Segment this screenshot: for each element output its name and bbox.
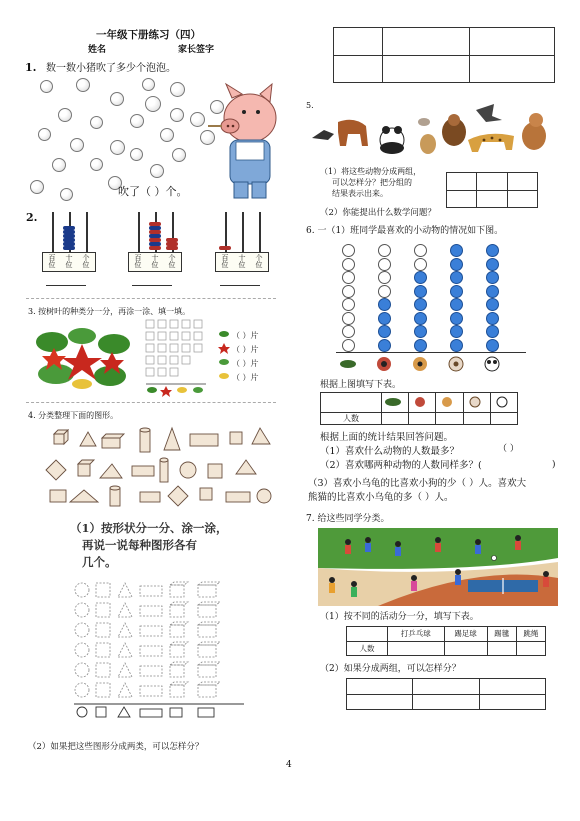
q7-prompt: 7. 给这些同学分类。 xyxy=(306,514,390,524)
page-number: 4 xyxy=(286,760,292,770)
monkey-icon xyxy=(464,396,486,408)
pictograph-circle xyxy=(414,271,427,284)
leaf-blank-1: （ ）片 xyxy=(232,331,259,340)
turtle-icon xyxy=(382,396,404,408)
q7-header-shuttlecock: 踢毽 xyxy=(487,627,516,642)
q1-answer: 吹了（ ）个。 xyxy=(118,185,188,198)
q5-sub1: （1）将这些动物分成两组， 可以怎样分？把分组的 结果表示出来。 xyxy=(320,167,422,198)
panda-icon xyxy=(491,396,513,408)
q5-group-table xyxy=(446,172,538,208)
q1-number: 1. xyxy=(25,61,37,74)
pictograph-circle xyxy=(414,285,427,298)
q6-answer-prompt: 根据上面的统计结果回答问题。 xyxy=(320,432,454,443)
pictograph-circle xyxy=(486,298,499,311)
q7-sub1: （1）按不同的活动分一分，填写下表。 xyxy=(320,612,479,622)
q4-sub1: （1）按形状分一分、涂一涂， 再说一说每种图形各有 几个。 xyxy=(70,521,228,569)
abacus-2: 百位 十位 个位 xyxy=(128,212,184,280)
pictograph-circle xyxy=(378,244,391,257)
pictograph-circle xyxy=(486,339,499,352)
pictograph-circle xyxy=(486,258,499,271)
pictograph-circle xyxy=(486,325,499,338)
pictograph-circle xyxy=(342,298,355,311)
pig-illustration xyxy=(208,82,288,202)
pictograph-circle xyxy=(378,271,391,284)
divider-1 xyxy=(26,298,276,299)
parent-sign-label: 家长签字 xyxy=(178,45,215,55)
q7-activity-table xyxy=(346,626,546,656)
pictograph-circle xyxy=(414,325,427,338)
pictograph-circle xyxy=(486,271,499,284)
q3-prompt: 3. 按树叶的种类分一分，再涂一涂、填一填。 xyxy=(28,307,191,316)
q7-header-pingpong: 打乒乓球 xyxy=(388,627,445,642)
pictograph-circle xyxy=(450,285,463,298)
pictograph-circle xyxy=(378,258,391,271)
cat-icon xyxy=(436,396,458,408)
pictograph-circle xyxy=(342,285,355,298)
q6-q2: （2）喜欢哪两种动物的人数同样多？( xyxy=(320,460,482,471)
divider-2 xyxy=(26,402,276,403)
q7-group-table xyxy=(346,678,546,710)
abacus-3: 百位 十位 个位 xyxy=(215,212,271,280)
q6-row-label: 人数 xyxy=(321,413,382,425)
pictograph xyxy=(336,240,526,376)
pictograph-circle xyxy=(486,312,499,325)
q4-sub2: （2）如果把这些图形分成两类，可以怎样分？ xyxy=(28,742,204,752)
pictograph-circle xyxy=(378,339,391,352)
shape-coloring-grid xyxy=(74,578,244,718)
q6-prompt: 6. 一（1）班同学最喜欢的小动物的情况如下图。 xyxy=(306,226,504,236)
worksheet-title: 一年级下册练习（四） xyxy=(96,29,201,41)
pictograph-circle xyxy=(342,325,355,338)
leaf-tally-grid xyxy=(144,318,214,398)
pictograph-circle xyxy=(342,244,355,257)
q2-number: 2. xyxy=(26,211,38,224)
q5-number: 5. xyxy=(306,101,314,110)
q7-sub2: （2）如果分成两组，可以怎样分？ xyxy=(320,664,461,674)
q7-header-blank xyxy=(347,627,388,642)
leaf-blank-4: （ ）片 xyxy=(232,373,259,382)
abacus-answer-line-2 xyxy=(132,285,172,286)
pictograph-circle xyxy=(450,298,463,311)
leaf-blank-2: （ ）片 xyxy=(232,345,259,354)
pictograph-circle xyxy=(414,244,427,257)
pictograph-circle xyxy=(450,258,463,271)
pictograph-circle xyxy=(414,339,427,352)
abacus-answer-line-1 xyxy=(46,285,86,286)
q7-header-jumprope: 跳绳 xyxy=(516,627,545,642)
pictograph-circle xyxy=(378,312,391,325)
abacus-answer-line-3 xyxy=(220,285,260,286)
q6-q2-close: ) xyxy=(552,460,556,470)
abacus-1: 百位 十位 个位 xyxy=(42,212,98,280)
students-playing-illustration xyxy=(318,528,558,606)
pictograph-circle xyxy=(414,258,427,271)
mixed-shapes-illustration xyxy=(40,424,280,512)
q6-q3-line2: 熊猫的比喜欢小乌龟的多（ ）人。 xyxy=(308,492,454,503)
q7-header-football: 踢足球 xyxy=(444,627,487,642)
pictograph-circle xyxy=(414,312,427,325)
pictograph-circle xyxy=(342,258,355,271)
pictograph-circle xyxy=(342,339,355,352)
pictograph-circle xyxy=(378,298,391,311)
pictograph-circle xyxy=(342,312,355,325)
q1-prompt: 数一数小猪吹了多少个泡泡。 xyxy=(46,63,176,74)
pictograph-circle xyxy=(486,244,499,257)
pictograph-circle xyxy=(450,325,463,338)
name-label: 姓名 xyxy=(88,45,107,55)
leaves-illustration xyxy=(32,322,136,392)
pictograph-circle xyxy=(450,244,463,257)
q7-row-label: 人数 xyxy=(347,641,388,656)
leaf-blank-3: （ ）片 xyxy=(232,359,259,368)
q5-sub2: （2）你能提出什么数学问题？ xyxy=(320,208,436,218)
q6-q1: （1）喜欢什么动物的人数最多？ xyxy=(320,446,460,457)
q6-q1-blank: （ ） xyxy=(498,444,519,454)
q6-fill-prompt: 根据上图填写下表。 xyxy=(320,380,402,390)
animals-illustration xyxy=(308,96,558,162)
pictograph-circle xyxy=(450,271,463,284)
top-answer-table xyxy=(333,27,555,83)
pictograph-circle xyxy=(342,271,355,284)
pictograph-circle xyxy=(486,285,499,298)
pictograph-circle xyxy=(378,325,391,338)
pictograph-circle xyxy=(378,285,391,298)
dog-icon xyxy=(409,396,431,408)
pictograph-circle xyxy=(414,298,427,311)
q4-prompt: 4. 分类整理下面的图形。 xyxy=(28,411,119,420)
pictograph-circle xyxy=(450,312,463,325)
q6-q3-line1: （3）喜欢小乌龟的比喜欢小狗的少（ ）人。喜欢大 xyxy=(308,478,527,489)
pictograph-circle xyxy=(450,339,463,352)
q6-fill-table xyxy=(320,392,518,425)
